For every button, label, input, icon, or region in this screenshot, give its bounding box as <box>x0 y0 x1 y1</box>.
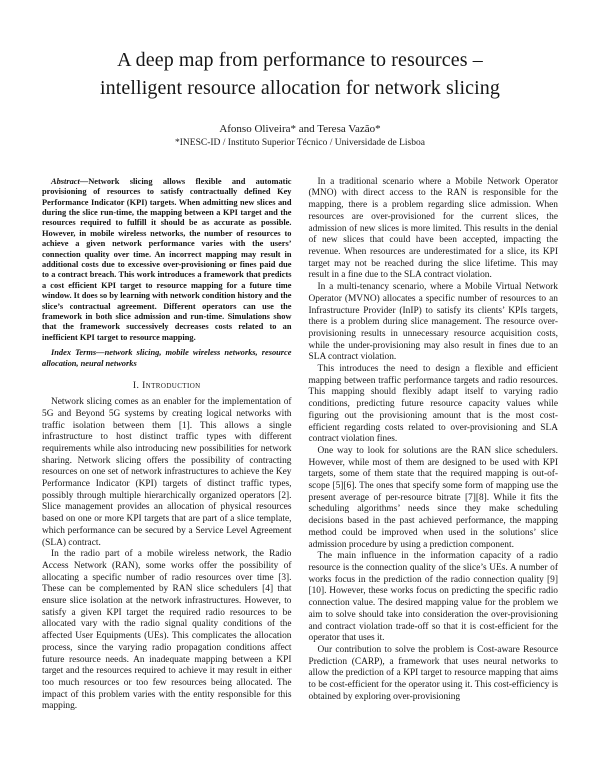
index-terms-label: Index Terms— <box>51 348 105 358</box>
right-paragraph-3: This introduces the need to design a flexible and efficient mapping between traffic performance targets and radio resources. This mapping should flexibly adapt itself to varying radio conditions, predicting future resource capacity values while figuring out the provisioning amount that is the most cost-efficient regarding costs related to over-provisioning and SLA contract violation fines. <box>308 364 558 445</box>
paper-affiliation: *INESC-ID / Instituto Superior Técnico / Universidade de Lisboa <box>175 137 425 148</box>
abstract-paragraph <box>42 177 292 344</box>
abstract-text: Network slicing allows flexible and automatic provisioning of resources to satisfy contractually defined Key Performance Indicator (KPI) targets. When admitting new slices and during the slice run-time, the mapping between a KPI target and the resources required to fulfill it should be as accurate as possible. However, in mobile wireless networks, the number of resources to achieve a given network performance varies with the users’ connection quality over time. An incorrect mapping may result in additional costs due to excessive over-provisioning or fines paid due to a contract breach. This work introduces a framework that predicts a cost efficient KPI target to resource mapping for a future time window. It does so by learning with network condition history and the slice’s contractual agreement. Different operators can use the framework in both slice admission and run-time. Simulations show that the framework successively decreases costs related to an inefficient KPI target to resource mapping. <box>42 176 292 342</box>
right-column <box>309 177 559 713</box>
intro-paragraph-2: In the radio part of a mobile wireless network, the Radio Access Network (RAN), some works offer the possibility of allocating a specific number of radio resources over time [3]. These can be complemented by RAN slice schedulers [4] that ensure slice isolation at the network infrastructures. However, to satisfy a given KPI target the required radio resources to be allocated vary with the radio signal quality conditions of the affected User Equipments (UEs). This complicates the allocation process, since the varying radio propagation conditions affect future resource needs. An inadequate mapping between a KPI target and the resources required to achieve it may result in either too much resources or too few resources being allocated. The impact of this problem varies with the entity responsible for this mapping. <box>42 549 292 712</box>
index-terms-text: network slicing, mobile wireless networks, resource allocation, neural networks <box>42 348 292 368</box>
paper-title-line1: A deep map from performance to resources – <box>117 49 483 71</box>
intro-paragraph-1: Network slicing comes as an enabler for the implementation of 5G and Beyond 5G systems by creating logical networks with traffic isolation between them [1]. This allows a single infrastructure to host distinct traffic types with different requirements while also introducing new possibilities for network sharing. Network slicing offers the possibility of contracting resources on one set of network infrastructures to achieve the Key Performance Indicator (KPI) targets of distinct traffic types, possibly through multiple hierarchically organized operators [2]. Slice management provides an allocation of physical resources based on one or more KPI targets that are part of a slice template, which performance can be secured by a Service Level Agreement (SLA) contract. <box>42 397 292 548</box>
abstract-label: Abstract— <box>51 176 89 186</box>
left-column <box>42 177 292 713</box>
index-terms-paragraph <box>42 348 292 369</box>
paper-title-line2: intelligent resource allocation for network slicing <box>100 77 500 100</box>
right-paragraph-6: Our contribution to solve the problem is Cost-aware Resource Prediction (CARP), a framework that uses neural networks to allow the prediction of a KPI target to resource mapping that aims to be cost-efficient for the operator using it. This cost-efficiency is obtained by exploring over-provisioning <box>308 644 558 702</box>
two-column-body <box>42 177 558 713</box>
section-heading-introduction: I. Introduction <box>132 380 201 392</box>
paper-header <box>42 46 558 148</box>
right-paragraph-2: In a multi-tenancy scenario, where a Mobile Virtual Network Operator (MVNO) allocates a specific number of resources to an Infrastructure Provider (InIP) to satisfy its clients’ KPIs targets, there is a problem during slice management. The resource over-provisioning results in unnecessary resource acquisition costs, while the under-provisioning may also result in fines due to an SLA contract violation. <box>308 282 558 363</box>
paper-title <box>42 46 558 103</box>
right-paragraph-4: One way to look for solutions are the RAN slice schedulers. However, while most of them are designed to be used with KPI targets, some of them state that the required mapping is out-of-scope [5][6]. The ones that specify some form of mapping use the present average of per-resource bitrate [7][8]. While it fits the scheduling algorithms’ needs since they make scheduling decisions based in the past achieved performance, the mapping method could be improved when used in the solutions’ slice admission procedure by using a prediction component. <box>308 445 558 550</box>
right-paragraph-5: The main influence in the information capacity of a radio resource is the connection quality of the slice’s UEs. A number of works focus in the prediction of the radio connection quality [9][10]. However, these works focus on predicting the specific radio connection value. The desired mapping value for the problem we aim to solve should take into consideration the over-provisioning and contract violation trade-off so that it is cost-efficient for the operator that uses it. <box>308 551 558 644</box>
right-paragraph-1: In a traditional scenario where a Mobile Network Operator (MNO) with direct access to the RAN is responsible for the mapping, there is a problem regarding slice admission. When resources are over-provisioned for the current slices, the admission of new slices is more limited. This results in the denial of new slices that could have been accepted, impacting the revenue. When resources are underestimated for a slice, its KPI target may not be reached during the slice lifetime. This may result in a fine due to the SLA contract violation. <box>308 176 558 281</box>
paper-authors: Afonso Oliveira* and Teresa Vazão* <box>219 122 381 135</box>
